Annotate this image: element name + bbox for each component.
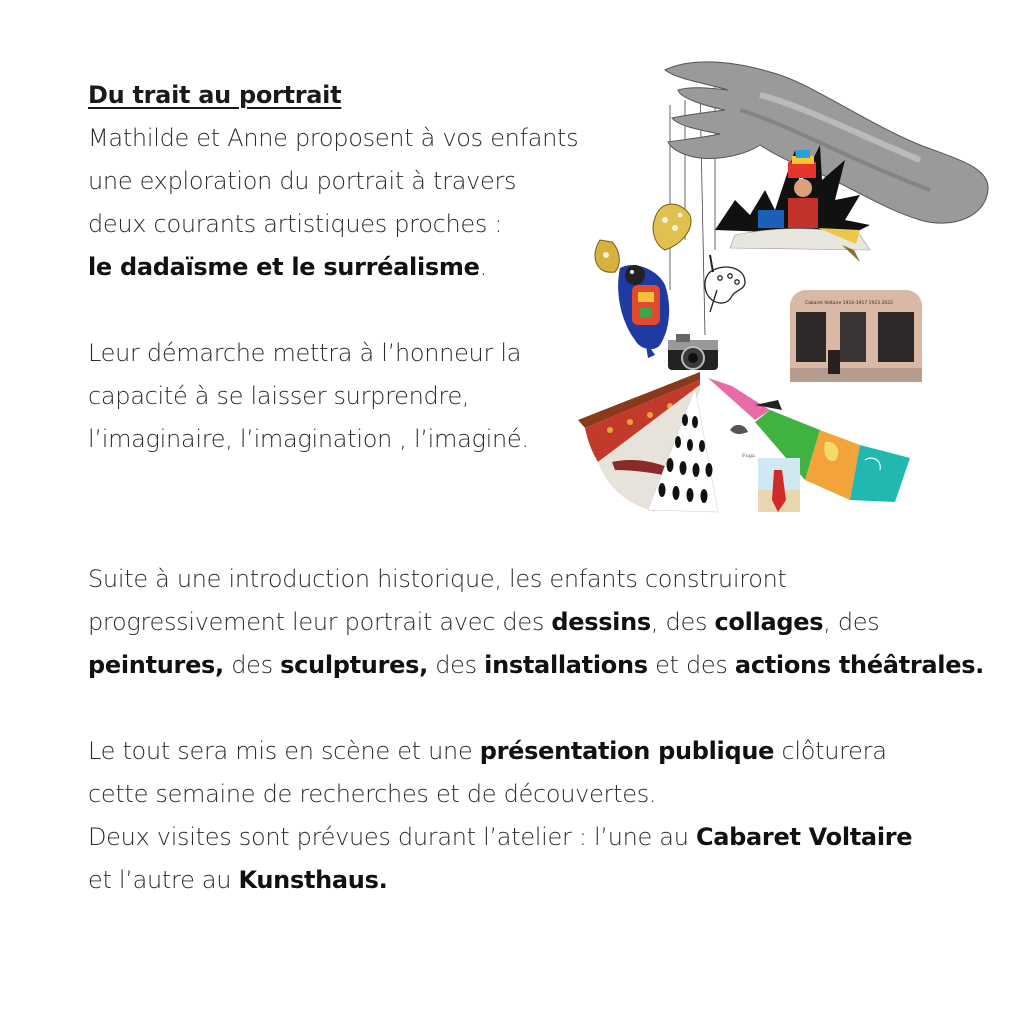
movements-text: le dadaïsme et le surréalisme [88,253,480,281]
program-text: clôturera [774,737,887,765]
presentation-text: présentation publique [479,737,775,765]
approach-line: capacité à se laisser surprendre, [88,382,470,410]
cabaret-voltaire-photo [790,290,922,382]
program-line [88,644,988,687]
program-line: Suite à une introduction historique, les enfants construiront [88,565,787,593]
page-title: Du trait au portrait [88,81,342,109]
program-line [88,859,988,902]
approach-line: Leur démarche mettra à l’honneur la [88,339,522,367]
program-line [88,730,988,773]
cabaret-sign: Cabaret Voltaire 1916-1917 1923 2022 [805,301,893,306]
program-text: progressivement leur portrait avec des [88,608,552,636]
actions-text: actions théâtrales. [734,651,984,679]
program-text: et l’autre au [88,866,239,894]
collages-text: collages [714,608,824,636]
program-text: Le tout sera mis en scène et une [88,737,480,765]
intro-line: deux courants artistiques proches : [88,210,503,238]
camera-icon [668,334,718,370]
program-text: des [427,651,485,679]
dessins-text: dessins [551,608,651,636]
program-text: , des [823,608,880,636]
program-line: cette semaine de recherches et de découvertes. [88,780,657,808]
program-text: , des [650,608,715,636]
sculptures-text: sculptures, [280,651,428,679]
program-text: et des [647,651,735,679]
program-text: Deux visites sont prévues durant l’atelier : l’une au [88,823,696,851]
program-line [88,816,988,859]
kunsthaus-text: Kunsthaus. [238,866,388,894]
palette-icon [705,255,745,312]
intro-line: une exploration du portrait à travers [88,167,517,195]
peintures-text: peintures, [88,651,224,679]
collage-illustration [560,50,1000,520]
installations-text: installations [484,651,648,679]
intro-line: Mathilde et Anne proposent à vos enfants [88,124,579,152]
movements-period: . [479,253,487,281]
fan-collage [578,372,910,512]
cabaret-text: Cabaret Voltaire [695,823,913,851]
approach-line: l’imaginaire, l’imagination , l’imaginé. [88,425,529,453]
program-text: des [223,651,281,679]
program-line [88,601,988,644]
movements-line [88,246,608,289]
intro-block [88,74,608,461]
fuga-label: Fuga [742,453,755,459]
program-block [88,558,988,902]
